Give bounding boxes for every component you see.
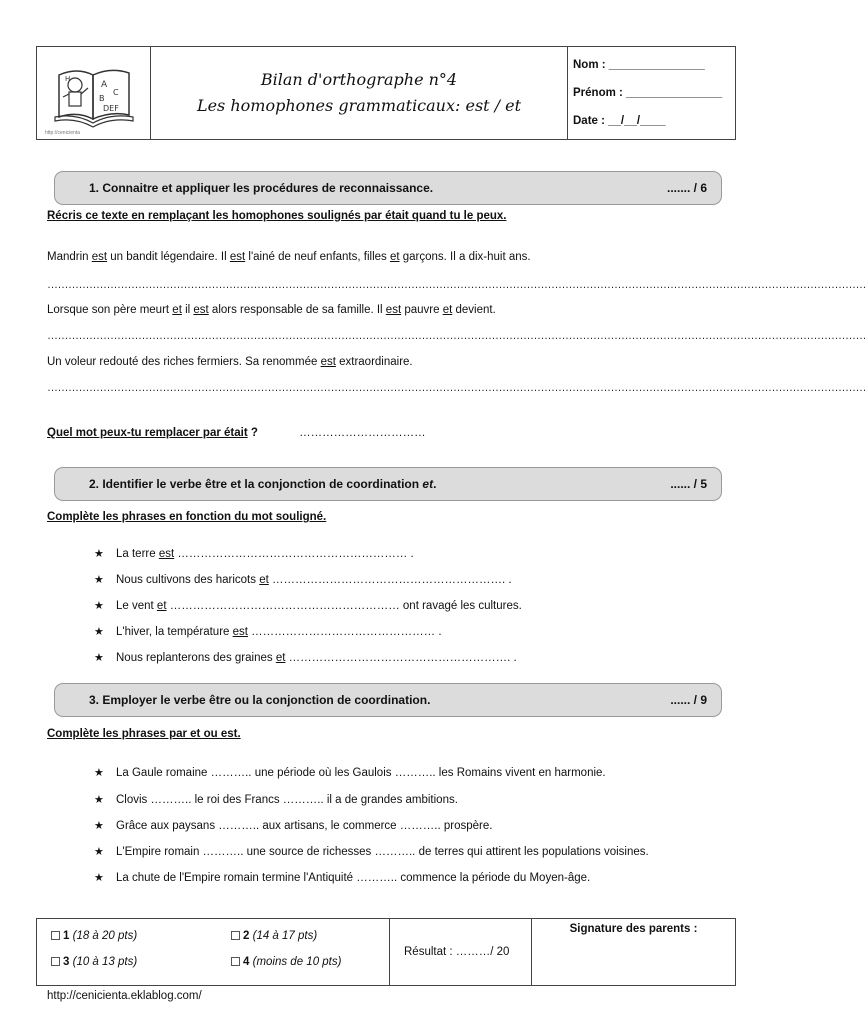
section-1-score: ....... / 6 xyxy=(666,181,707,195)
section-2-title: 2. Identifier le verbe être et la conjonction de coordination et. xyxy=(89,477,437,491)
exercise-1-question: Quel mot peux-tu remplacer par était ? …………………………… xyxy=(47,427,426,439)
star-bullet-icon: ★ xyxy=(94,767,104,779)
exercise-1-line-2: Lorsque son père meurt et il est alors responsable de sa famille. Il est pauvre et devient. xyxy=(47,304,496,316)
page-subtitle: Les homophones grammaticaux: est / et xyxy=(196,96,522,115)
result-cell: Résultat : ………/ 20 xyxy=(390,919,532,985)
section-1-bar xyxy=(54,171,722,205)
star-bullet-icon: ★ xyxy=(94,794,104,806)
section-3-instruction: Complète les phrases par et ou est. xyxy=(47,728,241,740)
list-item: ★ Le vent et …………………………………………………… ont ravagé les cultures. xyxy=(94,600,522,612)
list-item: ★ Clovis ……….. le roi des Francs ……….. il a de grandes ambitions. xyxy=(94,794,458,806)
section-1-title: 1. Connaitre et appliquer les procédures de reconnaissance. xyxy=(89,181,434,195)
firstname-field: Prénom : _______________ xyxy=(573,87,722,99)
checkbox-icon xyxy=(231,957,240,966)
svg-text:B: B xyxy=(98,94,104,103)
list-item: ★ La Gaule romaine ……….. une période où les Gaulois ……….. les Romains vivent en harmonie. xyxy=(94,767,606,779)
star-bullet-icon: ★ xyxy=(94,548,104,560)
star-bullet-icon: ★ xyxy=(94,626,104,638)
list-item: ★ Nous cultivons des haricots et ……………………………………………………. . xyxy=(94,574,512,586)
list-item: ★ Nous replanterons des graines et …………………………………………………. . xyxy=(94,652,517,664)
star-bullet-icon: ★ xyxy=(94,600,104,612)
list-item: ★ L'Empire romain ……….. une source de richesses ……….. de terres qui attirent les populations voisines. xyxy=(94,846,649,858)
star-bullet-icon: ★ xyxy=(94,652,104,664)
title-cell xyxy=(151,47,568,139)
answer-line: ……………………………………………………………………………………………………………………………………………………………………………………………………………… xyxy=(47,330,866,342)
logo-caption: http://cenicienta xyxy=(45,130,81,136)
grading-table xyxy=(36,918,736,986)
star-bullet-icon: ★ xyxy=(94,820,104,832)
section-2-score: ...... / 5 xyxy=(670,477,707,491)
name-field: Nom : _______________ xyxy=(573,59,705,71)
svg-text:H: H xyxy=(64,75,70,83)
student-info-cell xyxy=(568,47,735,139)
star-bullet-icon: ★ xyxy=(94,872,104,884)
list-item: ★ L'hiver, la température est ………………………………………… . xyxy=(94,626,442,638)
section-3-score: ...... / 9 xyxy=(670,693,707,707)
exercise-1-line-1: Mandrin est un bandit légendaire. Il est l'ainé de neuf enfants, filles et garçons. Il a dix-huit ans. xyxy=(47,251,531,263)
svg-text:A: A xyxy=(100,80,107,90)
grade-options xyxy=(37,919,390,985)
grade-option-2[interactable]: 2 (14 à 17 pts) xyxy=(231,930,317,942)
checkbox-icon xyxy=(51,931,60,940)
grade-option-4[interactable]: 4 (moins de 10 pts) xyxy=(231,956,341,968)
book-logo-icon xyxy=(51,57,137,129)
page-title: Bilan d'orthographe n°4 xyxy=(260,70,458,89)
list-item: ★ La chute de l'Empire romain termine l'Antiquité ……….. commence la période du Moyen-âge. xyxy=(94,872,591,884)
star-bullet-icon: ★ xyxy=(94,574,104,586)
logo-cell xyxy=(37,47,151,139)
answer-line: ……………………………………………………………………………………………………………………………………………………………………………………………………………… xyxy=(47,382,866,394)
section-2-bar xyxy=(54,467,722,501)
answer-line: ……………………………………………………………………………………………………………………………………………………………………………………………………………… xyxy=(47,279,866,291)
svg-text:DEF: DEF xyxy=(102,104,119,113)
exercise-1-line-3: Un voleur redouté des riches fermiers. Sa renommée est extraordinaire. xyxy=(47,356,413,368)
date-field: Date : __/__/____ xyxy=(573,115,666,127)
header-table xyxy=(36,46,736,140)
section-3-bar xyxy=(54,683,722,717)
svg-text:C: C xyxy=(112,88,119,97)
checkbox-icon xyxy=(231,931,240,940)
list-item: ★ Grâce aux paysans ……….. aux artisans, le commerce ……….. prospère. xyxy=(94,820,493,832)
star-bullet-icon: ★ xyxy=(94,846,104,858)
grade-option-1[interactable]: 1 (18 à 20 pts) xyxy=(51,930,137,942)
signature-cell: Signature des parents : xyxy=(569,923,698,935)
section-3-title: 3. Employer le verbe être ou la conjonction de coordination. xyxy=(89,693,431,707)
section-1-instruction: Récris ce texte en remplaçant les homophones soulignés par était quand tu le peux. xyxy=(47,210,507,222)
section-2-instruction: Complète les phrases en fonction du mot souligné. xyxy=(47,511,327,523)
source-url[interactable]: http://cenicienta.eklablog.com/ xyxy=(47,990,202,1002)
list-item: ★ La terre est …………………………………………………… . xyxy=(94,548,414,560)
checkbox-icon xyxy=(51,957,60,966)
grade-option-3[interactable]: 3 (10 à 13 pts) xyxy=(51,956,137,968)
